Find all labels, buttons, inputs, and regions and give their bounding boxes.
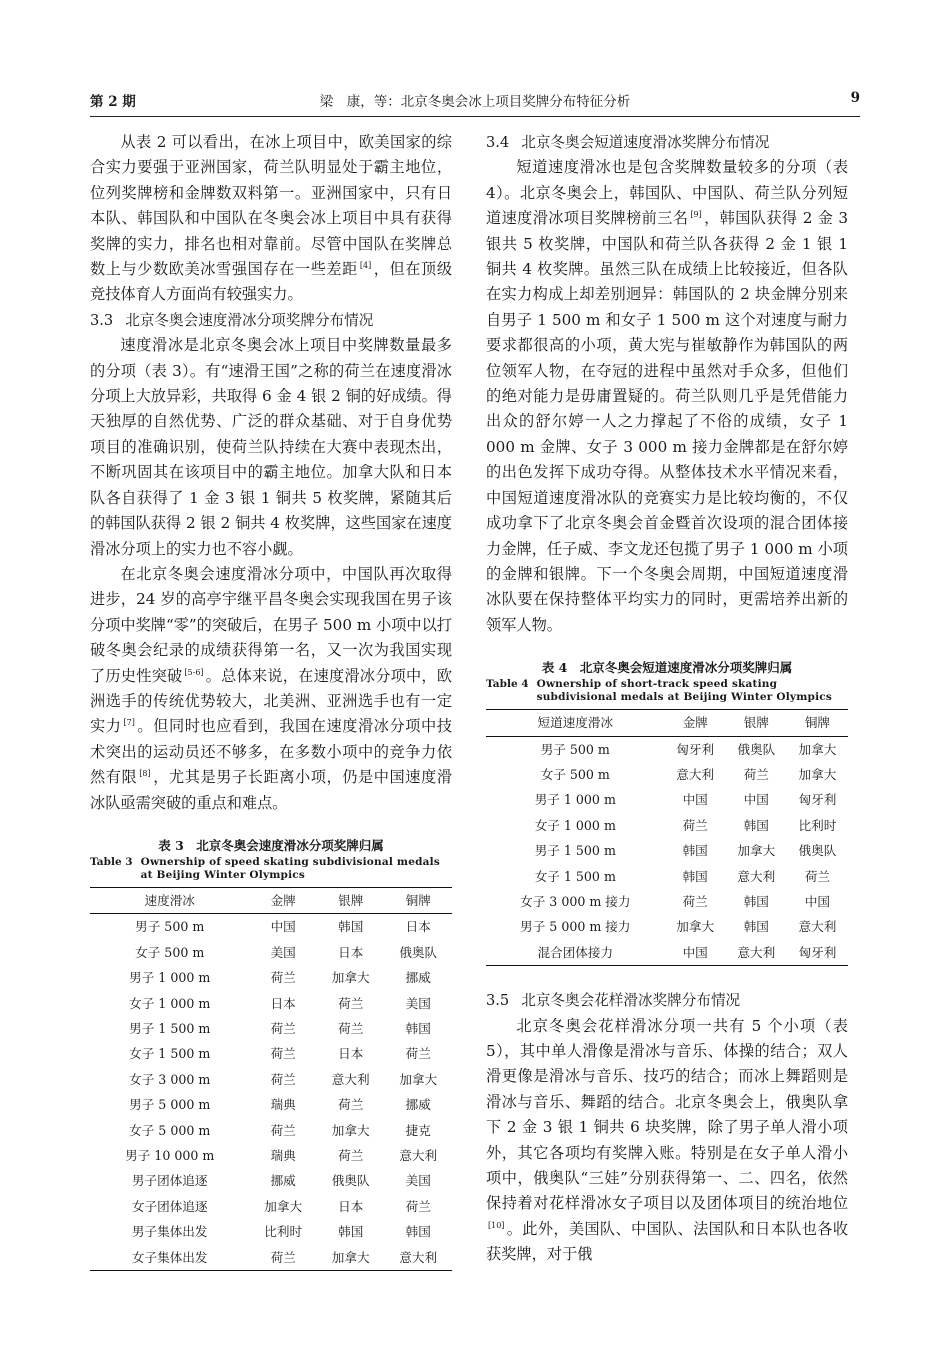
table3-speed-skating-medals — [90, 887, 452, 1271]
medal-cell: 捷克 — [405, 1122, 431, 1138]
header-rule — [90, 116, 860, 117]
medal-cell: 意大利 — [737, 944, 776, 960]
table-row — [486, 889, 848, 914]
table4-caption-cn: 表 4 北京冬奥会短道速度滑冰分项奖牌归属 — [541, 660, 793, 676]
table-row — [486, 762, 848, 787]
medal-cell: 加拿大 — [798, 766, 837, 782]
event-cell: 男子 5 000 m — [129, 1097, 211, 1113]
table-row — [90, 991, 452, 1016]
medal-cell: 荷兰 — [804, 868, 831, 884]
medal-cell: 俄奥队 — [399, 944, 438, 960]
column-header: 铜牌 — [405, 892, 431, 908]
medal-cell: 荷兰 — [270, 1122, 296, 1138]
column-header: 铜牌 — [804, 715, 831, 731]
event-cell: 男子 1 000 m — [534, 792, 616, 808]
medal-cell: 荷兰 — [338, 1021, 364, 1036]
medal-cell: 韩国 — [405, 1021, 431, 1036]
medal-cell: 加拿大 — [798, 741, 837, 757]
medal-cell: 韩国 — [338, 919, 364, 935]
paragraph-speed-skating-overview: 速度滑冰是北京冬奥会冰上项目中奖牌数量最多的分项（表 3）。有“速滑王国”之称的荷兰在速度滑冰分项上大放异彩，共取得 6 金 4 银 2 铜的好成绩。得天独厚的自然优势、广泛的群众基础、对于自身优势项目的准确识别，使荷兰队持续在大赛中表现杰出，不断巩固其在该项目中的霸主地位。加拿大队和日本队各自获得了 1 金 3 银 1 铜共 5 枚奖牌，紧随其后的韩国队获得 2 银 2 铜共 4 枚奖牌，这些国家在速度滑冰分项上的实力也不容小觑。 — [90, 336, 452, 558]
event-cell: 男子团体追逐 — [131, 1173, 208, 1189]
table-row — [90, 1067, 452, 1092]
table-row — [486, 940, 848, 966]
event-cell: 女子 1 000 m — [534, 817, 616, 833]
medal-cell: 荷兰 — [338, 995, 364, 1011]
table-row — [90, 1118, 452, 1143]
running-title: 梁 康，等：北京冬奥会冰上项目奖牌分布特征分析 — [319, 94, 631, 110]
section-heading-3-4: 3.4 北京冬奥会短道速度滑冰奖牌分布情况 — [486, 134, 770, 151]
right-column — [486, 130, 848, 1268]
medal-cell: 俄奥队 — [798, 843, 837, 859]
table-row — [90, 1092, 452, 1117]
medal-cell: 匈牙利 — [798, 944, 837, 960]
event-cell: 男子 1 500 m — [129, 1021, 211, 1036]
medal-cell: 加拿大 — [331, 1249, 370, 1265]
medal-cell: 韩国 — [405, 1224, 431, 1240]
medal-cell: 瑞典 — [270, 1148, 296, 1164]
event-cell: 男子 5 000 m 接力 — [520, 919, 631, 935]
medal-cell: 荷兰 — [405, 1046, 431, 1062]
table-row — [486, 736, 848, 762]
table-row — [486, 838, 848, 863]
paragraph-table2-summary: 从表 2 可以看出，在冰上项目中，欧美国家的综合实力要强于亚洲国家，荷兰队明显处于霸主地位，位列奖牌榜和金牌数双料第一。亚洲国家中，只有日本队、韩国队和中国队在冬奥会冰上项目中具有获得奖牌的实力，排名也相对靠前。尽管中国队在奖牌总数上与少数欧美冰雪强国存在一些差距 [4] ，但在顶级竞技体育人方面尚有较强实力。 — [90, 133, 453, 304]
citation: [9] — [690, 210, 702, 220]
medal-cell: 日本 — [338, 944, 364, 960]
medal-cell: 美国 — [405, 1173, 431, 1189]
medal-cell: 意大利 — [399, 1249, 438, 1265]
table-row — [90, 1219, 452, 1244]
event-cell: 女子 1 500 m — [129, 1046, 211, 1062]
medal-cell: 中国 — [804, 893, 831, 909]
column-header: 金牌 — [682, 715, 708, 731]
medal-cell: 荷兰 — [405, 1198, 431, 1214]
table-row — [486, 813, 848, 838]
table3-caption-cn: 表 3 北京冬奥会速度滑冰分项奖牌归属 — [158, 837, 384, 853]
section-heading-3-5: 3.5 北京冬奥会花样滑冰奖牌分布情况 — [486, 992, 741, 1010]
medal-cell: 日本 — [338, 1198, 364, 1214]
medal-cell: 加拿大 — [399, 1071, 438, 1087]
table-row — [486, 914, 848, 939]
medal-cell: 挪威 — [405, 1097, 431, 1113]
medal-cell: 韩国 — [682, 868, 708, 884]
medal-cell: 俄奥队 — [737, 741, 776, 757]
medal-cell: 荷兰 — [682, 893, 708, 909]
medal-cell: 荷兰 — [270, 1046, 296, 1062]
table-row — [90, 1143, 452, 1168]
medal-cell: 日本 — [405, 919, 431, 935]
event-cell: 女子集体出发 — [131, 1249, 208, 1265]
medal-cell: 意大利 — [737, 868, 776, 884]
medal-cell: 美国 — [270, 944, 296, 960]
event-cell: 女子团体追逐 — [131, 1198, 208, 1214]
event-cell: 女子 1 000 m — [129, 995, 211, 1011]
citation: [7] — [123, 718, 135, 728]
medal-cell: 匈牙利 — [798, 792, 837, 808]
medal-cell: 比利时 — [264, 1224, 303, 1240]
paragraph-short-track: 短道速度滑冰也是包含奖牌数量较多的分项（表 4）。北京冬奥会上，韩国队、中国队、荷兰队分列短道速度滑冰项目奖牌榜前三名 [9] ，韩国队获得 2 金 3 银共 5 枚奖牌，中国队和荷兰队各获得 2 金 1 银 1 铜共 4 枚奖牌。虽然三队在成绩上比较接近，但各队在实力构成上却差别迥异：韩国队的 2 块金牌分别来自男子 1 500 m 和女子 1 500 m 这个对速度与耐力要求都很高的小项，黄大宪与崔敏静作为韩国队的两位领军人物，在夺冠的进程中虽然对手众多，但他们的绝对能力是毋庸置疑的。荷兰队则几乎是凭借能力出众的舒尔婷一人之力撑起了不俗的成绩，女子 1 000 m 金牌、女子 3 000 m 接力金牌都是在舒尔婷的出色发挥下成功夺得。从整体技术水平情况来看，中国短道速度滑冰队的竞赛实力是比较均衡的，不仅成功拿下了北京冬奥会首金暨首次设项的混合团体接力金牌，任子威、李文龙还包揽了男子 1 000 m 小项的金牌和银牌。下一个冬奥会周期，中国短道速度滑冰队要在保持整体平均实力的同时，更需培养出新的领军人物。 — [486, 158, 849, 634]
table-row — [90, 1245, 452, 1271]
page-number: 9 — [850, 90, 860, 106]
paragraph-china-speed-skating: 在北京冬奥会速度滑冰分项中，中国队再次取得进步，24 岁的高亭宇继平昌冬奥会实现我国在男子该分项中奖牌“零”的突破后，在男子 500 m 小项中以打破冬奥会纪录的成绩获得第一名，又一次为我国实现了历史性突破 [5-6] 。总体来说，在速度滑冰分项中，欧洲选手的传统优势较大，北美洲、亚洲选手也有一定实力 [7] 。但同时也应看到，我国在速度滑冰分项中技术突出的运动员还不够多，在多数小项中的竞争力依然有限 [8] ，尤其是男子长距离小项，仍是中国速度滑冰队亟需突破的重点和难点。 — [90, 564, 453, 812]
table-row — [486, 864, 848, 889]
medal-cell: 中国 — [682, 792, 708, 808]
column-header: 短道速度滑冰 — [537, 715, 614, 731]
event-cell: 女子 500 m — [540, 766, 610, 782]
citation: [5-6] — [184, 667, 204, 677]
event-cell: 男子 500 m — [135, 919, 205, 935]
medal-cell: 意大利 — [676, 766, 715, 782]
citation: [10] — [488, 1220, 505, 1230]
event-cell: 男子集体出发 — [131, 1224, 208, 1240]
medal-cell: 中国 — [743, 792, 769, 808]
event-cell: 女子 5 000 m — [129, 1122, 211, 1138]
table-row — [90, 965, 452, 990]
medal-cell: 加拿大 — [331, 970, 370, 986]
event-cell: 女子 1 500 m — [534, 868, 616, 884]
table-row — [90, 1194, 452, 1219]
column-header: 金牌 — [270, 892, 296, 908]
medal-cell: 匈牙利 — [676, 741, 715, 757]
medal-cell: 中国 — [270, 919, 296, 935]
medal-cell: 荷兰 — [743, 766, 769, 782]
medal-cell: 荷兰 — [338, 1148, 364, 1164]
citation: [4] — [359, 261, 372, 271]
medal-cell: 加拿大 — [331, 1122, 370, 1138]
table-row — [486, 787, 848, 812]
medal-cell: 韩国 — [743, 817, 769, 833]
medal-cell: 挪威 — [405, 970, 431, 986]
column-header: 银牌 — [338, 892, 364, 908]
event-cell: 混合团体接力 — [537, 944, 614, 960]
running-header — [90, 90, 860, 114]
left-column — [90, 130, 452, 1271]
medal-cell: 加拿大 — [264, 1198, 303, 1214]
table-row — [90, 1041, 452, 1066]
medal-cell: 荷兰 — [270, 1249, 296, 1265]
medal-cell: 加拿大 — [737, 843, 776, 859]
medal-cell: 荷兰 — [270, 1021, 296, 1036]
medal-cell: 荷兰 — [270, 970, 296, 986]
medal-cell: 挪威 — [270, 1173, 296, 1189]
table-row — [90, 1016, 452, 1041]
table-row — [90, 914, 452, 940]
event-cell: 女子 3 000 m — [129, 1071, 211, 1087]
table4-caption-en: Table 4 Ownership of short-track speed skating subdivisional medals at Beijing Winter Olympics — [486, 678, 832, 704]
medal-cell: 瑞典 — [270, 1097, 296, 1113]
medal-cell: 荷兰 — [338, 1097, 364, 1113]
issue-number: 第 2 期 — [90, 94, 136, 110]
medal-cell: 俄奥队 — [331, 1173, 370, 1189]
medal-cell: 美国 — [405, 995, 431, 1011]
medal-cell: 意大利 — [798, 919, 837, 935]
medal-cell: 意大利 — [331, 1071, 370, 1087]
medal-cell: 韩国 — [338, 1224, 364, 1240]
column-header: 速度滑冰 — [144, 892, 195, 908]
medal-cell: 韩国 — [743, 893, 769, 909]
medal-cell: 日本 — [270, 995, 296, 1011]
event-cell: 女子 500 m — [135, 944, 205, 960]
table4-short-track-medals — [486, 709, 848, 966]
event-cell: 女子 3 000 m 接力 — [520, 893, 631, 909]
event-cell: 男子 500 m — [540, 741, 610, 757]
section-heading-3-3: 3.3 北京冬奥会速度滑冰分项奖牌分布情况 — [90, 311, 374, 329]
table-row — [90, 940, 452, 965]
medal-cell: 中国 — [682, 944, 708, 960]
column-header: 银牌 — [743, 715, 769, 731]
event-cell: 男子 10 000 m — [125, 1148, 215, 1164]
medal-cell: 韩国 — [682, 843, 708, 859]
medal-cell: 荷兰 — [682, 817, 708, 833]
event-cell: 男子 1 000 m — [129, 970, 211, 986]
event-cell: 男子 1 500 m — [534, 843, 616, 859]
medal-cell: 韩国 — [743, 919, 769, 935]
citation: [8] — [139, 769, 151, 779]
table3-caption-en: Table 3 Ownership of speed skating subdivisional medals at Beijing Winter Olympics — [90, 855, 440, 881]
medal-cell: 意大利 — [399, 1148, 438, 1164]
medal-cell: 比利时 — [798, 817, 837, 833]
medal-cell: 加拿大 — [676, 919, 715, 935]
medal-cell: 日本 — [338, 1046, 364, 1062]
paragraph-figure-skating: 北京冬奥会花样滑冰分项一共有 5 个小项（表 5），其中单人滑像是滑冰与音乐、体操的结合；双人滑更像是滑冰与音乐、技巧的结合；而冰上舞蹈则是滑冰与音乐、舞蹈的结合。北京冬奥会上，俄奥队拿下 2 金 3 银 1 铜共 6 块奖牌，除了男子单人滑小项外，其它各项均有奖牌入账。特别是在女子单人滑小项中，俄奥队“三娃”分别获得第一、二、四名，依然保持着对花样滑冰女子项目以及团体项目的统治地位[10] 。此外，美国队、中国队、法国队和日本队也各收获奖牌，对于俄 — [486, 1016, 848, 1264]
medal-cell: 荷兰 — [270, 1071, 296, 1087]
table-row — [90, 1168, 452, 1193]
